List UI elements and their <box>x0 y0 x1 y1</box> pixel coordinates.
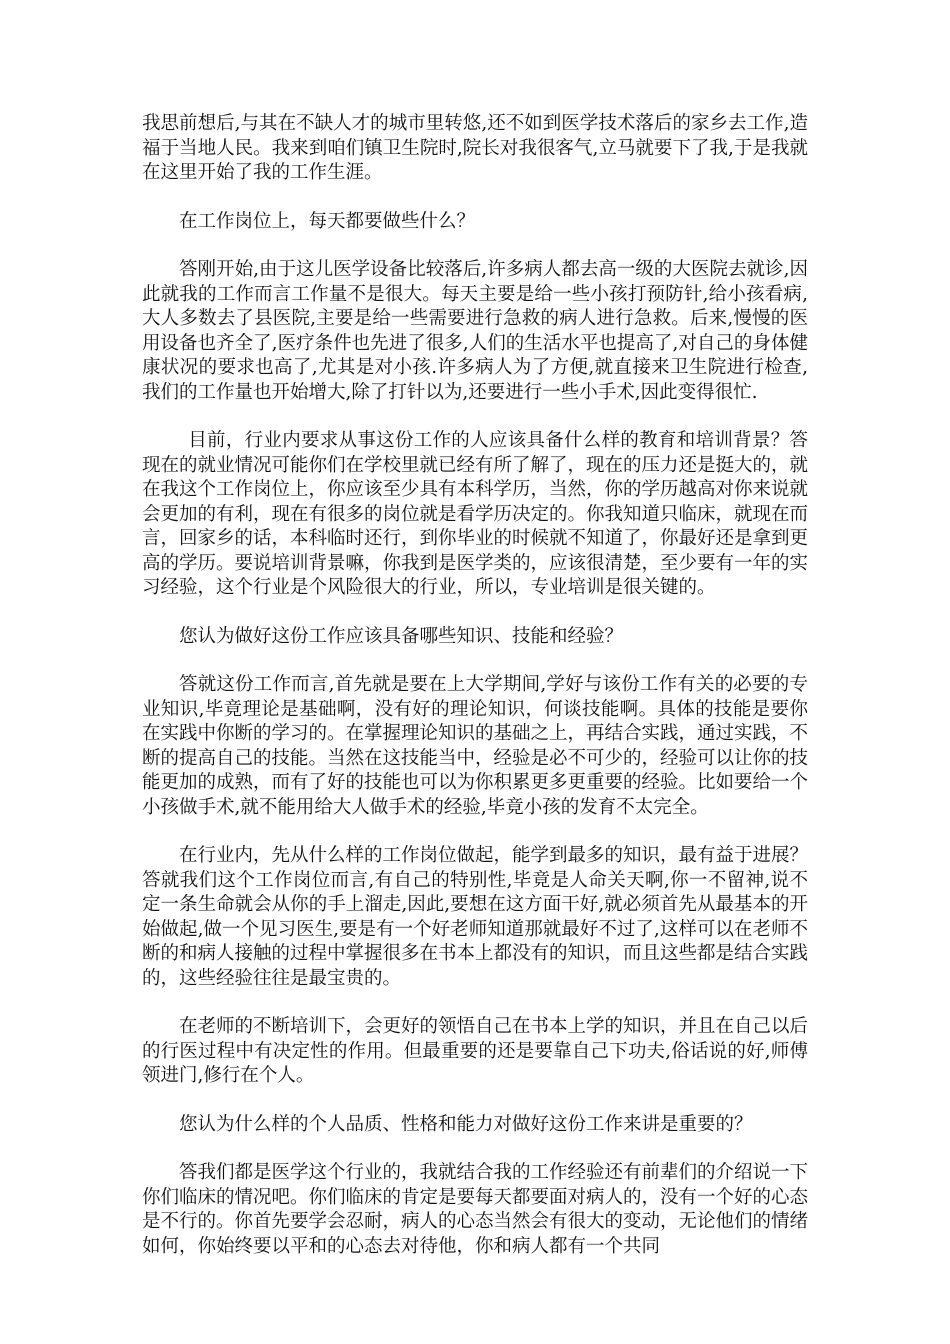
question-answer-education: 目前，行业内要求从事这份工作的人应该具备什么样的教育和培训背景？答现在的就业情况可能你们在学校里就已经有所了解了，现在的压力还是挺大的，就在我这个工作岗位上，你应该至少具有本科学历，当然，你的学历越高对你来说就会更加的有利，现在有很多的岗位就是看学历决定的。你我知道只临床，就现在而言，回家乡的话，本科临时还行，到你毕业的时候就不知道了，你最好还是拿到更高的学历。要说培训背景嘛，你我到是医学类的，应该很清楚，至少要有一年的实习经验，这个行业是个风险很大的行业，所以，专业培训是很关键的。 <box>142 430 809 598</box>
answer-skills: 答就这份工作而言,首先就是要在上大学期间,学好与该份工作有关的必要的专业知识,毕竟理论是基础啊，没有好的理论知识，何谈技能啊。具体的技能是要你在实践中你断的学习的。在掌握理论知识的基础之上，再结合实践，通过实践，不断的提高自己的技能。当然在这技能当中，经验是必不可少的，经验可以让你的技能更加的成熟，而有了好的技能也可以为你积累更多更重要的经验。比如要给一个小孩做手术,就不能用给大人做手术的经验,毕竟小孩的发育不太完全。 <box>142 674 809 818</box>
question-answer-career-start: 在行业内，先从什么样的工作岗位做起，能学到最多的知识，最有益于进展？ 答就我们这个工作岗位而言,有自己的特别性,毕竟是人命关天啊,你一不留神,说不定一条生命就会从你的手上溜走,因此,要想在这方面干好,就必须首先从最基本的开始做起,做一个见习医生,要是有一个好老师知道那就最好不过了,这样可以在老师不断的和病人接触的过程中掌握很多在书本上都没有的知识，而且这些都是结合实践的，这些经验往往是最宝贵的。 <box>142 845 809 989</box>
answer-daily-work: 答刚开始,由于这儿医学设备比较落后,许多病人都去高一级的大医院去就诊,因此就我的工作而言工作量不是很大。每天主要是给一些小孩打预防针,给小孩看病,大人多数去了县医院,主要是给一些需要进行急救的病人进行急救。后来,慢慢的医用设备也齐全了,医疗条件也先进了很多,人们的生活水平也提高了,对自己的身体健康状况的要求也高了,尤其是对小孩.许多病人为了方便,就直接来卫生院进行检查,我们的工作量也开始增大,除了打针以为,还要进行一些小手术,因此变得很忙. <box>142 259 808 403</box>
document-page <box>142 112 808 1283</box>
paragraph-mentor-training: 在老师的不断培训下，会更好的领悟自己在书本上学的知识，并且在自己以后的行医过程中有决定性的作用。但最重要的还是要靠自己下功夫,俗话说的好,师傅领进门,修行在个人。 <box>142 1016 809 1086</box>
question-skills: 您认为做好这份工作应该具备哪些知识、技能和经验？ <box>179 625 624 647</box>
paragraph-intro-continuation: 我思前想后,与其在不缺人才的城市里转悠,还不如到医学技术落后的家乡去工作,造福于当地人民。我来到咱们镇卫生院时,院长对我很客气,立马就要下了我,于是我就在这里开始了我的工作生涯。 <box>142 113 808 183</box>
answer-personal-qualities: 答我们都是医学这个行业的，我就结合我的工作经验还有前辈们的介绍说一下你们临床的情况吧。你们临床的肯定是要每天都要面对病人的，没有一个好的心态是不行的。你首先要学会忍耐，病人的心态当然会有很大的变动，无论他们的情绪如何，你始终要以平和的心态去对待他，你和病人都有一个共同 <box>142 1162 809 1257</box>
question-daily-work: 在工作岗位上，每天都要做些什么？ <box>179 210 476 232</box>
question-personal-qualities: 您认为什么样的个人品质、性格和能力对做好这份工作来讲是重要的？ <box>179 1113 753 1135</box>
